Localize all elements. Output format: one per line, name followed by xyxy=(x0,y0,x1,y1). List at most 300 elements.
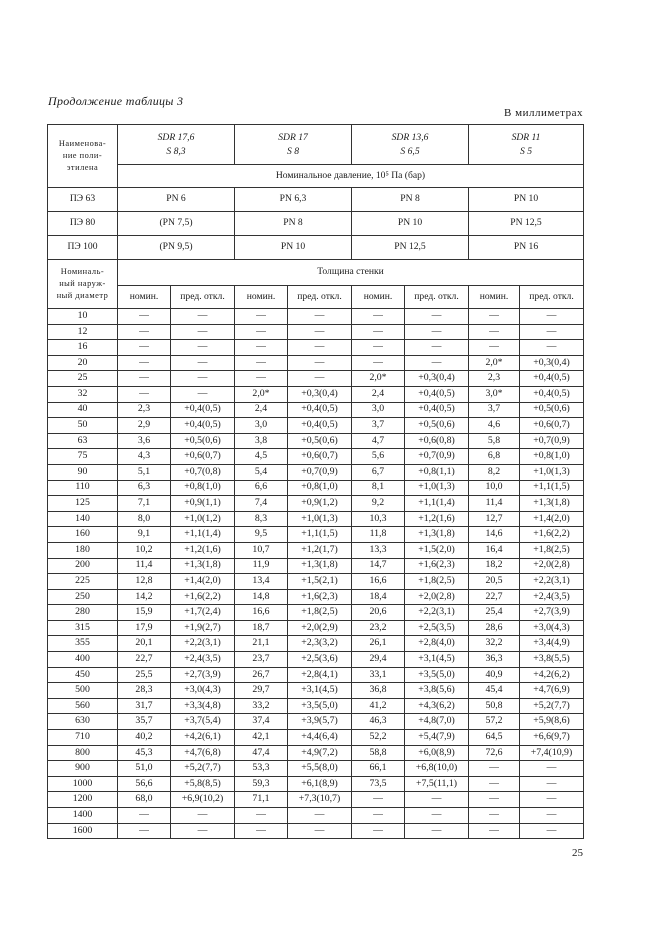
nominal-cell: 58,8 xyxy=(352,745,405,761)
diameter-cell: 1600 xyxy=(48,823,118,839)
nominal-cell: 22,7 xyxy=(118,652,171,668)
table-row xyxy=(48,683,584,699)
table-row xyxy=(48,808,584,824)
table-row xyxy=(48,589,584,605)
nominal-cell: 2,4 xyxy=(235,402,288,418)
tolerance-cell: — xyxy=(171,355,235,371)
tolerance-cell: +0,6(0,7) xyxy=(288,449,352,465)
tolerance-cell: +3,5(5,0) xyxy=(405,667,469,683)
pressure-value: PN 6,3 xyxy=(235,188,352,212)
units-label: В миллиметрах xyxy=(504,107,583,119)
pressure-value: PN 12,5 xyxy=(352,236,469,260)
diameter-cell: 225 xyxy=(48,574,118,590)
nominal-cell: 66,1 xyxy=(352,761,405,777)
nominal-cell: 2,0* xyxy=(235,386,288,402)
diameter-cell: 200 xyxy=(48,558,118,574)
nominal-cell: — xyxy=(469,792,520,808)
diameter-cell: 1000 xyxy=(48,776,118,792)
tolerance-cell: +0,4(0,5) xyxy=(288,402,352,418)
tolerance-cell: +0,3(0,4) xyxy=(520,355,584,371)
table-row xyxy=(48,558,584,574)
nominal-cell: 17,9 xyxy=(118,620,171,636)
diameter-cell: 800 xyxy=(48,745,118,761)
tolerance-cell: +2,7(3,9) xyxy=(171,667,235,683)
tolerance-cell: +1,6(2,3) xyxy=(288,589,352,605)
tolerance-cell: +3,0(4,3) xyxy=(520,620,584,636)
nominal-cell: 3,0 xyxy=(235,418,288,434)
tolerance-subheader: пред. откл. xyxy=(405,286,469,309)
table-row xyxy=(48,480,584,496)
diameter-cell: 25 xyxy=(48,371,118,387)
tolerance-cell: +0,4(0,5) xyxy=(520,371,584,387)
nominal-cell: 2,4 xyxy=(352,386,405,402)
table-row xyxy=(48,745,584,761)
nominal-cell: 23,2 xyxy=(352,620,405,636)
nominal-cell: — xyxy=(118,324,171,340)
material-name: ПЭ 100 xyxy=(48,236,118,260)
nominal-cell: — xyxy=(352,340,405,356)
tolerance-cell: +0,7(0,8) xyxy=(171,464,235,480)
table-row xyxy=(48,542,584,558)
tolerance-cell: +5,9(8,6) xyxy=(520,714,584,730)
nominal-cell: 10,2 xyxy=(118,542,171,558)
table-row xyxy=(48,464,584,480)
nominal-cell: 6,6 xyxy=(235,480,288,496)
nominal-cell: — xyxy=(118,386,171,402)
tolerance-cell: — xyxy=(405,324,469,340)
nominal-cell: 18,7 xyxy=(235,620,288,636)
diameter-cell: 50 xyxy=(48,418,118,434)
nominal-cell: 20,1 xyxy=(118,636,171,652)
tolerance-cell: — xyxy=(171,823,235,839)
nominal-cell: 64,5 xyxy=(469,730,520,746)
pressure-value: PN 10 xyxy=(469,188,584,212)
tolerance-cell: +0,7(0,9) xyxy=(520,433,584,449)
nominal-cell: — xyxy=(118,355,171,371)
diameter-cell: 63 xyxy=(48,433,118,449)
nominal-cell: 21,1 xyxy=(235,636,288,652)
nominal-cell: 3,8 xyxy=(235,433,288,449)
nominal-cell: 2,9 xyxy=(118,418,171,434)
table-row xyxy=(48,823,584,839)
material-row xyxy=(48,236,584,260)
nominal-cell: — xyxy=(469,761,520,777)
tolerance-cell: +3,7(5,4) xyxy=(171,714,235,730)
nominal-cell: — xyxy=(352,823,405,839)
nominal-cell: 4,3 xyxy=(118,449,171,465)
table-row xyxy=(48,714,584,730)
sub-header-row xyxy=(48,286,584,309)
nominal-cell: 18,2 xyxy=(469,558,520,574)
tolerance-cell: +2,4(3,5) xyxy=(171,652,235,668)
s-label: S 6,5 xyxy=(400,145,420,157)
tolerance-cell: +4,7(6,9) xyxy=(520,683,584,699)
nominal-subheader: номин. xyxy=(118,286,171,309)
nominal-cell: 29,7 xyxy=(235,683,288,699)
nominal-cell: 46,3 xyxy=(352,714,405,730)
tolerance-cell: — xyxy=(171,371,235,387)
nominal-cell: 10,7 xyxy=(235,542,288,558)
tolerance-cell: — xyxy=(405,823,469,839)
nominal-cell: 4,6 xyxy=(469,418,520,434)
nominal-cell: 33,2 xyxy=(235,698,288,714)
nominal-cell: 5,1 xyxy=(118,464,171,480)
nominal-cell: — xyxy=(352,355,405,371)
table-row xyxy=(48,730,584,746)
sdr-group-3 xyxy=(352,125,469,165)
diameter-cell: 12 xyxy=(48,324,118,340)
sdr-group-1 xyxy=(118,125,235,165)
tolerance-cell: +4,7(6,8) xyxy=(171,745,235,761)
table-caption: Продолжение таблицы 3 xyxy=(48,94,184,108)
tolerance-cell: +4,3(6,2) xyxy=(405,698,469,714)
tolerance-cell: +0,7(0,9) xyxy=(405,449,469,465)
nominal-cell: 47,4 xyxy=(235,745,288,761)
table-row xyxy=(48,402,584,418)
diameter-cell: 355 xyxy=(48,636,118,652)
pressure-value: PN 12,5 xyxy=(469,212,584,236)
table-row xyxy=(48,433,584,449)
nominal-cell: — xyxy=(235,355,288,371)
tolerance-cell: +1,0(1,3) xyxy=(520,464,584,480)
tolerance-cell: — xyxy=(171,309,235,325)
tolerance-cell: +1,1(1,4) xyxy=(405,496,469,512)
nominal-pressure-header: Номинальное давление, 10⁵ Па (бар) xyxy=(118,165,584,188)
diameter-cell: 315 xyxy=(48,620,118,636)
nominal-cell: 2,3 xyxy=(469,371,520,387)
nominal-cell: 28,3 xyxy=(118,683,171,699)
nominal-cell: — xyxy=(118,340,171,356)
nominal-cell: 36,8 xyxy=(352,683,405,699)
nominal-cell: — xyxy=(469,823,520,839)
tolerance-cell: — xyxy=(520,761,584,777)
table-row xyxy=(48,605,584,621)
tolerance-cell: +0,7(0,9) xyxy=(288,464,352,480)
pipe-wall-thickness-table xyxy=(47,124,584,839)
tolerance-cell: +1,3(1,8) xyxy=(288,558,352,574)
nominal-cell: 3,0 xyxy=(352,402,405,418)
tolerance-cell: +1,1(1,5) xyxy=(520,480,584,496)
tolerance-cell: +1,0(1,3) xyxy=(405,480,469,496)
outer-diameter-header: Номиналь- ный наруж- ный диаметр xyxy=(48,260,118,309)
nominal-cell: 57,2 xyxy=(469,714,520,730)
tolerance-cell: — xyxy=(288,324,352,340)
tolerance-cell: +0,5(0,6) xyxy=(520,402,584,418)
table-row xyxy=(48,511,584,527)
nominal-cell: 23,7 xyxy=(235,652,288,668)
tolerance-cell: — xyxy=(288,309,352,325)
page-number: 25 xyxy=(572,847,583,859)
tolerance-cell: +0,6(0,8) xyxy=(405,433,469,449)
nominal-cell: 51,0 xyxy=(118,761,171,777)
nominal-cell: 8,1 xyxy=(352,480,405,496)
nominal-cell: 71,1 xyxy=(235,792,288,808)
pressure-value: PN 8 xyxy=(235,212,352,236)
pressure-value: PN 10 xyxy=(352,212,469,236)
tolerance-cell: +0,8(1,0) xyxy=(520,449,584,465)
diameter-cell: 16 xyxy=(48,340,118,356)
diameter-cell: 125 xyxy=(48,496,118,512)
table-row xyxy=(48,667,584,683)
pressure-value: PN 8 xyxy=(352,188,469,212)
s-label: S 8 xyxy=(287,145,299,157)
tolerance-cell: — xyxy=(288,355,352,371)
table-row xyxy=(48,761,584,777)
nominal-cell: — xyxy=(118,823,171,839)
diameter-cell: 250 xyxy=(48,589,118,605)
tolerance-cell: +2,0(2,8) xyxy=(520,558,584,574)
tolerance-subheader: пред. откл. xyxy=(520,286,584,309)
nominal-cell: 41,2 xyxy=(352,698,405,714)
tolerance-cell: — xyxy=(405,792,469,808)
table-row xyxy=(48,652,584,668)
nominal-cell: 3,7 xyxy=(469,402,520,418)
nominal-cell: 33,1 xyxy=(352,667,405,683)
nominal-cell: 11,4 xyxy=(118,558,171,574)
tolerance-subheader: пред. откл. xyxy=(171,286,235,309)
tolerance-cell: — xyxy=(171,324,235,340)
table-row xyxy=(48,340,584,356)
tolerance-subheader: пред. откл. xyxy=(288,286,352,309)
tolerance-cell: +2,2(3,1) xyxy=(520,574,584,590)
nominal-cell: — xyxy=(469,776,520,792)
nominal-cell: 42,1 xyxy=(235,730,288,746)
pressure-value: (PN 7,5) xyxy=(118,212,235,236)
table-row xyxy=(48,309,584,325)
diameter-cell: 1400 xyxy=(48,808,118,824)
tolerance-cell: +1,3(1,8) xyxy=(405,527,469,543)
tolerance-cell: +1,7(2,4) xyxy=(171,605,235,621)
diameter-cell: 110 xyxy=(48,480,118,496)
tolerance-cell: +1,9(2,7) xyxy=(171,620,235,636)
nominal-cell: 12,8 xyxy=(118,574,171,590)
tolerance-cell: — xyxy=(171,386,235,402)
nominal-cell: 14,2 xyxy=(118,589,171,605)
tolerance-cell: — xyxy=(288,808,352,824)
diameter-cell: 40 xyxy=(48,402,118,418)
nominal-cell: 3,0* xyxy=(469,386,520,402)
nominal-cell: — xyxy=(469,340,520,356)
nominal-cell: 29,4 xyxy=(352,652,405,668)
nominal-cell: 8,0 xyxy=(118,511,171,527)
nominal-cell: 20,5 xyxy=(469,574,520,590)
tolerance-cell: +4,4(6,4) xyxy=(288,730,352,746)
tolerance-cell: +1,0(1,3) xyxy=(288,511,352,527)
s-label: S 8,3 xyxy=(166,145,186,157)
nominal-cell: 4,7 xyxy=(352,433,405,449)
nominal-cell: 14,6 xyxy=(469,527,520,543)
nominal-cell: 18,4 xyxy=(352,589,405,605)
nominal-cell: 68,0 xyxy=(118,792,171,808)
table-row xyxy=(48,574,584,590)
tolerance-cell: +1,5(2,0) xyxy=(405,542,469,558)
sdr-group-4 xyxy=(469,125,584,165)
nominal-cell: 13,4 xyxy=(235,574,288,590)
tolerance-cell: +5,2(7,7) xyxy=(171,761,235,777)
tolerance-cell: +0,3(0,4) xyxy=(288,386,352,402)
sdr-label: SDR 17 xyxy=(278,131,308,143)
tolerance-cell: +0,4(0,5) xyxy=(405,402,469,418)
nominal-cell: 8,2 xyxy=(469,464,520,480)
table-row xyxy=(48,386,584,402)
nominal-cell: 8,3 xyxy=(235,511,288,527)
nominal-cell: 3,6 xyxy=(118,433,171,449)
tolerance-cell: +6,6(9,7) xyxy=(520,730,584,746)
tolerance-cell: — xyxy=(520,340,584,356)
nominal-cell: 72,6 xyxy=(469,745,520,761)
nominal-cell: 22,7 xyxy=(469,589,520,605)
table-row xyxy=(48,698,584,714)
tolerance-cell: +7,3(10,7) xyxy=(288,792,352,808)
diameter-cell: 10 xyxy=(48,309,118,325)
nominal-cell: 16,4 xyxy=(469,542,520,558)
tolerance-cell: +6,1(8,9) xyxy=(288,776,352,792)
nominal-cell: 26,7 xyxy=(235,667,288,683)
table-row xyxy=(48,776,584,792)
tolerance-cell: — xyxy=(171,340,235,356)
nominal-cell: — xyxy=(118,371,171,387)
nominal-cell: 40,2 xyxy=(118,730,171,746)
tolerance-cell: +0,6(0,7) xyxy=(520,418,584,434)
tolerance-cell: — xyxy=(288,371,352,387)
tolerance-cell: +2,0(2,9) xyxy=(288,620,352,636)
nominal-cell: 5,4 xyxy=(235,464,288,480)
tolerance-cell: +6,9(10,2) xyxy=(171,792,235,808)
nominal-cell: 11,9 xyxy=(235,558,288,574)
tolerance-cell: +0,4(0,5) xyxy=(171,402,235,418)
tolerance-cell: — xyxy=(520,324,584,340)
diameter-cell: 280 xyxy=(48,605,118,621)
table-row xyxy=(48,418,584,434)
tolerance-cell: +5,8(8,5) xyxy=(171,776,235,792)
nominal-cell: 45,3 xyxy=(118,745,171,761)
table-row xyxy=(48,792,584,808)
tolerance-cell: +0,4(0,5) xyxy=(405,386,469,402)
material-row xyxy=(48,188,584,212)
nominal-cell: — xyxy=(235,823,288,839)
tolerance-cell: +6,0(8,9) xyxy=(405,745,469,761)
tolerance-cell: +7,5(11,1) xyxy=(405,776,469,792)
tolerance-cell: +2,5(3,6) xyxy=(288,652,352,668)
nominal-cell: 9,5 xyxy=(235,527,288,543)
tolerance-cell: +3,8(5,5) xyxy=(520,652,584,668)
tolerance-cell: +0,8(1,0) xyxy=(288,480,352,496)
nominal-cell: 6,7 xyxy=(352,464,405,480)
diameter-cell: 140 xyxy=(48,511,118,527)
nominal-cell: 26,1 xyxy=(352,636,405,652)
nominal-cell: 50,8 xyxy=(469,698,520,714)
nominal-cell: 10,0 xyxy=(469,480,520,496)
nominal-subheader: номин. xyxy=(469,286,520,309)
nominal-cell: 31,7 xyxy=(118,698,171,714)
diameter-cell: 160 xyxy=(48,527,118,543)
nominal-cell: — xyxy=(235,808,288,824)
diameter-cell: 630 xyxy=(48,714,118,730)
nominal-cell: 9,2 xyxy=(352,496,405,512)
table-row xyxy=(48,371,584,387)
tolerance-cell: +0,4(0,5) xyxy=(520,386,584,402)
nominal-cell: 37,4 xyxy=(235,714,288,730)
nominal-cell: 3,7 xyxy=(352,418,405,434)
tolerance-cell: +0,4(0,5) xyxy=(171,418,235,434)
nominal-cell: 6,8 xyxy=(469,449,520,465)
nominal-cell: 16,6 xyxy=(235,605,288,621)
nominal-cell: 10,3 xyxy=(352,511,405,527)
nominal-cell: — xyxy=(352,324,405,340)
tolerance-cell: +3,1(4,5) xyxy=(288,683,352,699)
tolerance-cell: +1,0(1,2) xyxy=(171,511,235,527)
tolerance-cell: +3,9(5,7) xyxy=(288,714,352,730)
nominal-cell: 7,4 xyxy=(235,496,288,512)
tolerance-cell: +1,1(1,5) xyxy=(288,527,352,543)
sdr-group-2 xyxy=(235,125,352,165)
tolerance-cell: +0,8(1,0) xyxy=(171,480,235,496)
tolerance-cell: +1,8(2,5) xyxy=(405,574,469,590)
tolerance-cell: +1,4(2,0) xyxy=(171,574,235,590)
diameter-cell: 450 xyxy=(48,667,118,683)
sdr-label: SDR 17,6 xyxy=(157,131,195,143)
material-name: ПЭ 63 xyxy=(48,188,118,212)
tolerance-cell: +5,4(7,9) xyxy=(405,730,469,746)
nominal-cell: 5,6 xyxy=(352,449,405,465)
nominal-cell: 20,6 xyxy=(352,605,405,621)
nominal-cell: — xyxy=(235,340,288,356)
material-row xyxy=(48,212,584,236)
diameter-cell: 560 xyxy=(48,698,118,714)
table-row xyxy=(48,324,584,340)
tolerance-cell: +2,7(3,9) xyxy=(520,605,584,621)
diameter-cell: 20 xyxy=(48,355,118,371)
tolerance-cell: +2,2(3,1) xyxy=(405,605,469,621)
wall-thickness-header: Толщина стенки xyxy=(118,260,584,286)
sdr-label: SDR 13,6 xyxy=(391,131,429,143)
diameter-cell: 32 xyxy=(48,386,118,402)
tolerance-cell: — xyxy=(405,340,469,356)
nominal-cell: 5,8 xyxy=(469,433,520,449)
tolerance-cell: — xyxy=(171,808,235,824)
nominal-cell: 2,3 xyxy=(118,402,171,418)
tolerance-cell: +1,4(2,0) xyxy=(520,511,584,527)
nominal-cell: 56,6 xyxy=(118,776,171,792)
table-row xyxy=(48,355,584,371)
nominal-cell: 73,5 xyxy=(352,776,405,792)
tolerance-cell: +2,4(3,5) xyxy=(520,589,584,605)
nominal-cell: — xyxy=(469,324,520,340)
nominal-cell: — xyxy=(352,792,405,808)
tolerance-cell: +2,8(4,1) xyxy=(288,667,352,683)
nominal-cell: 40,9 xyxy=(469,667,520,683)
nominal-cell: 15,9 xyxy=(118,605,171,621)
nominal-cell: 28,6 xyxy=(469,620,520,636)
diameter-cell: 900 xyxy=(48,761,118,777)
nominal-cell: — xyxy=(352,808,405,824)
nominal-cell: — xyxy=(352,309,405,325)
nominal-subheader: номин. xyxy=(235,286,288,309)
pressure-value: PN 6 xyxy=(118,188,235,212)
tolerance-cell: +4,9(7,2) xyxy=(288,745,352,761)
tolerance-cell: — xyxy=(288,823,352,839)
nominal-cell: 6,3 xyxy=(118,480,171,496)
tolerance-cell: — xyxy=(520,808,584,824)
nominal-cell: 25,5 xyxy=(118,667,171,683)
nominal-cell: 36,3 xyxy=(469,652,520,668)
pressure-value: PN 16 xyxy=(469,236,584,260)
tolerance-cell: +0,6(0,7) xyxy=(171,449,235,465)
tolerance-cell: +1,6(2,2) xyxy=(520,527,584,543)
tolerance-cell: +5,2(7,7) xyxy=(520,698,584,714)
tolerance-cell: +0,5(0,6) xyxy=(288,433,352,449)
nominal-cell: 7,1 xyxy=(118,496,171,512)
